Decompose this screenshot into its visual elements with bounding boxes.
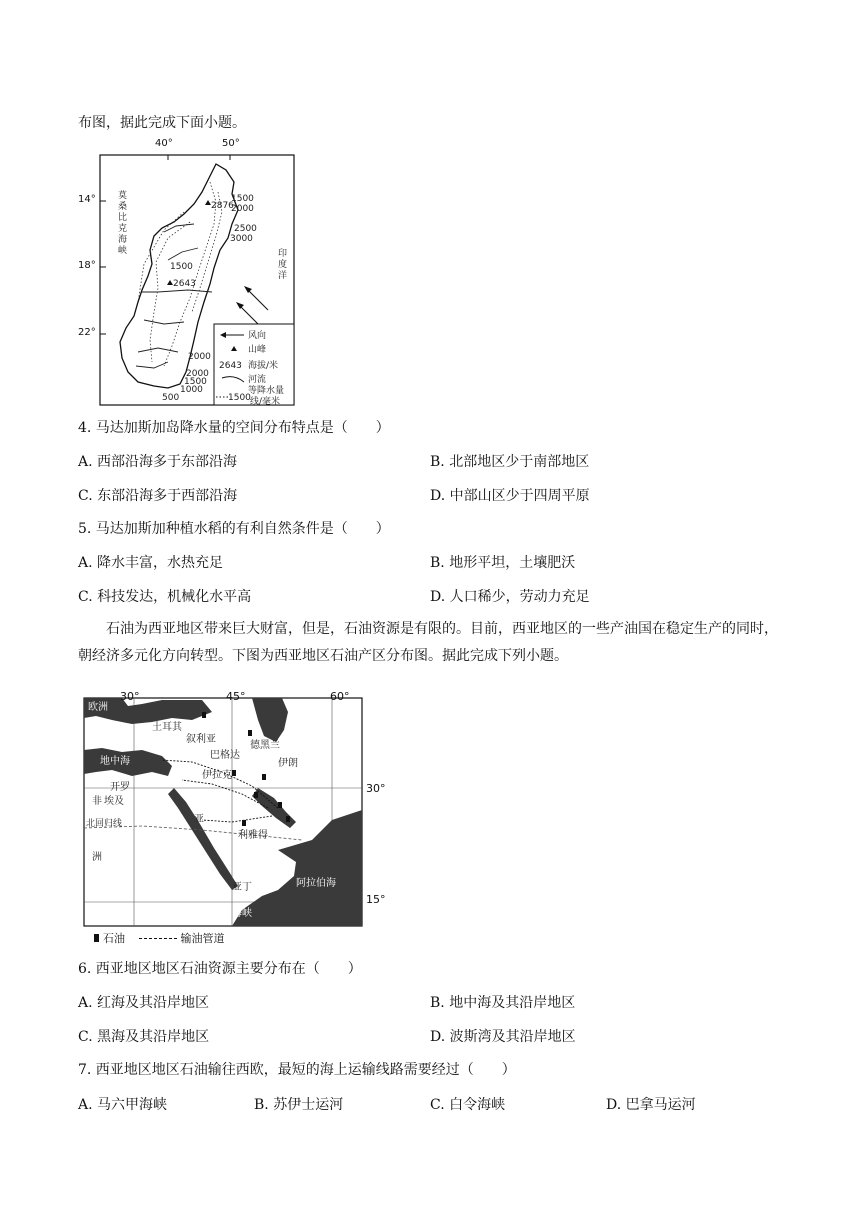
svg-text:欧洲: 欧洲 [88, 702, 108, 713]
oil-marker [278, 802, 282, 808]
svg-text:海拔/米: 海拔/米 [248, 361, 279, 371]
peak-label: 2643 [173, 279, 196, 289]
lon-label: 50° [222, 138, 240, 149]
question-5: 5. 马达加斯加种植水稻的有利自然条件是（ ） [78, 521, 390, 537]
question-6: 6. 西亚地区地区石油资源主要分布在（ ） [78, 961, 362, 977]
oil-marker [242, 820, 246, 826]
svg-text:1500: 1500 [228, 393, 251, 403]
peak-label: 2876 [211, 201, 234, 211]
svg-text:阿拉伯海: 阿拉伯海 [296, 878, 336, 889]
q6-option-c[interactable]: C. 黑海及其沿岸地区 [78, 1029, 210, 1045]
svg-text:峡: 峡 [118, 246, 128, 256]
q5-option-c[interactable]: C. 科技发达，机械化水平高 [78, 589, 252, 605]
svg-text:1500: 1500 [231, 194, 254, 204]
lon-label: 45° [226, 690, 246, 703]
svg-text:2500: 2500 [234, 224, 257, 234]
lon-label: 60° [330, 690, 350, 703]
west-asia-map [82, 690, 372, 948]
q7-option-a[interactable]: A. 马六甲海峡 [78, 1097, 168, 1113]
svg-text:2000: 2000 [188, 352, 211, 362]
svg-text:2643: 2643 [219, 361, 242, 371]
svg-text:土耳其: 土耳其 [152, 722, 182, 733]
q6-option-d[interactable]: D. 波斯湾及其沿岸地区 [430, 1029, 576, 1045]
q5-option-d[interactable]: D. 人口稀少，劳动力充足 [430, 589, 590, 605]
oil-marker [286, 816, 290, 822]
svg-text:非: 非 [92, 796, 102, 807]
question-7: 7. 西亚地区地区石油输往西欧，最短的海上运输线路需要经过（ ） [78, 1062, 516, 1078]
lat-label: 30° [366, 782, 386, 795]
svg-text:洋: 洋 [278, 271, 288, 281]
svg-text:叙利亚: 叙利亚 [186, 734, 216, 745]
svg-text:印: 印 [278, 249, 288, 259]
oil-marker [254, 792, 258, 798]
svg-text:伊拉克: 伊拉克 [202, 770, 232, 781]
q4-option-c[interactable]: C. 东部沿海多于西部沿海 [78, 488, 238, 504]
svg-text:洲: 洲 [92, 852, 102, 863]
svg-text:亚: 亚 [194, 814, 204, 825]
q7-option-b[interactable]: B. 苏伊士运河 [254, 1097, 344, 1113]
lat-label: 18° [78, 260, 96, 271]
lat-label: 22° [78, 327, 96, 338]
svg-text:克: 克 [118, 224, 128, 234]
svg-text:2000: 2000 [186, 369, 209, 379]
passage: 石油为西亚地区带来巨大财富，但是，石油资源是有限的。目前，西亚地区的一些产油国在稳定生产的同时，朝经济多元化方向转型。下图为西亚地区石油产区分布图。据此完成下列小题。 [78, 621, 778, 664]
svg-text:线/毫米: 线/毫米 [250, 397, 281, 407]
lon-label: 30° [120, 690, 140, 703]
oil-marker [248, 730, 252, 736]
oil-marker [262, 774, 266, 780]
q5-option-b[interactable]: B. 地形平坦，土壤肥沃 [430, 555, 576, 571]
madagascar-map [98, 152, 298, 410]
svg-text:埃及: 埃及 [104, 796, 124, 807]
svg-text:等降水量: 等降水量 [248, 386, 285, 396]
svg-text:500: 500 [162, 393, 180, 403]
lon-label [154, 152, 170, 153]
svg-text:德黑兰: 德黑兰 [250, 740, 280, 751]
oil-marker [232, 770, 236, 776]
svg-text:莫: 莫 [118, 191, 128, 201]
svg-text:桑: 桑 [118, 202, 128, 212]
lat-label: 15° [366, 893, 386, 906]
svg-text:地中海: 地中海 [100, 756, 130, 767]
svg-text:北回归线: 北回归线 [86, 819, 123, 829]
svg-text:山峰: 山峰 [248, 345, 267, 355]
map2-legend: 石油 输油管道 [94, 930, 225, 946]
svg-text:河流: 河流 [248, 375, 267, 385]
svg-text:伊朗: 伊朗 [278, 758, 298, 769]
svg-text:比: 比 [118, 213, 128, 223]
svg-text:1500: 1500 [184, 377, 207, 387]
svg-text:1000: 1000 [180, 385, 203, 395]
q6-option-b[interactable]: B. 地中海及其沿岸地区 [430, 995, 576, 1011]
oil-marker [202, 712, 206, 718]
q5-option-a[interactable]: A. 降水丰富，水热充足 [78, 555, 224, 571]
lat-label: 14° [78, 194, 96, 205]
svg-text:2000: 2000 [231, 204, 254, 214]
q4-option-d[interactable]: D. 中部山区少于四周平原 [430, 488, 590, 504]
svg-text:亚丁: 亚丁 [232, 882, 252, 893]
question-4: 4. 马达加斯加岛降水量的空间分布特点是（ ） [78, 420, 390, 436]
q7-option-c[interactable]: C. 白令海峡 [430, 1097, 506, 1113]
svg-text:风向: 风向 [248, 331, 267, 341]
q4-option-a[interactable]: A. 西部沿海多于东部沿海 [78, 454, 238, 470]
svg-text:利雅得: 利雅得 [238, 830, 268, 841]
svg-text:海: 海 [118, 235, 128, 245]
lon-label: 40° [155, 138, 173, 149]
q7-option-d[interactable]: D. 巴拿马运河 [606, 1097, 696, 1113]
oil-legend-icon [94, 934, 99, 942]
svg-text:开罗: 开罗 [110, 782, 130, 793]
svg-text:度: 度 [278, 260, 288, 270]
svg-text:曼德海峡: 曼德海峡 [212, 908, 252, 919]
svg-text:巴格达: 巴格达 [210, 750, 240, 761]
svg-text:1500: 1500 [170, 262, 193, 272]
pipeline-legend-icon [139, 938, 177, 939]
q4-option-b[interactable]: B. 北部地区少于南部地区 [430, 454, 590, 470]
svg-text:3000: 3000 [230, 234, 253, 244]
q6-option-a[interactable]: A. 红海及其沿岸地区 [78, 995, 210, 1011]
intro-line: 布图，据此完成下面小题。 [78, 115, 246, 131]
